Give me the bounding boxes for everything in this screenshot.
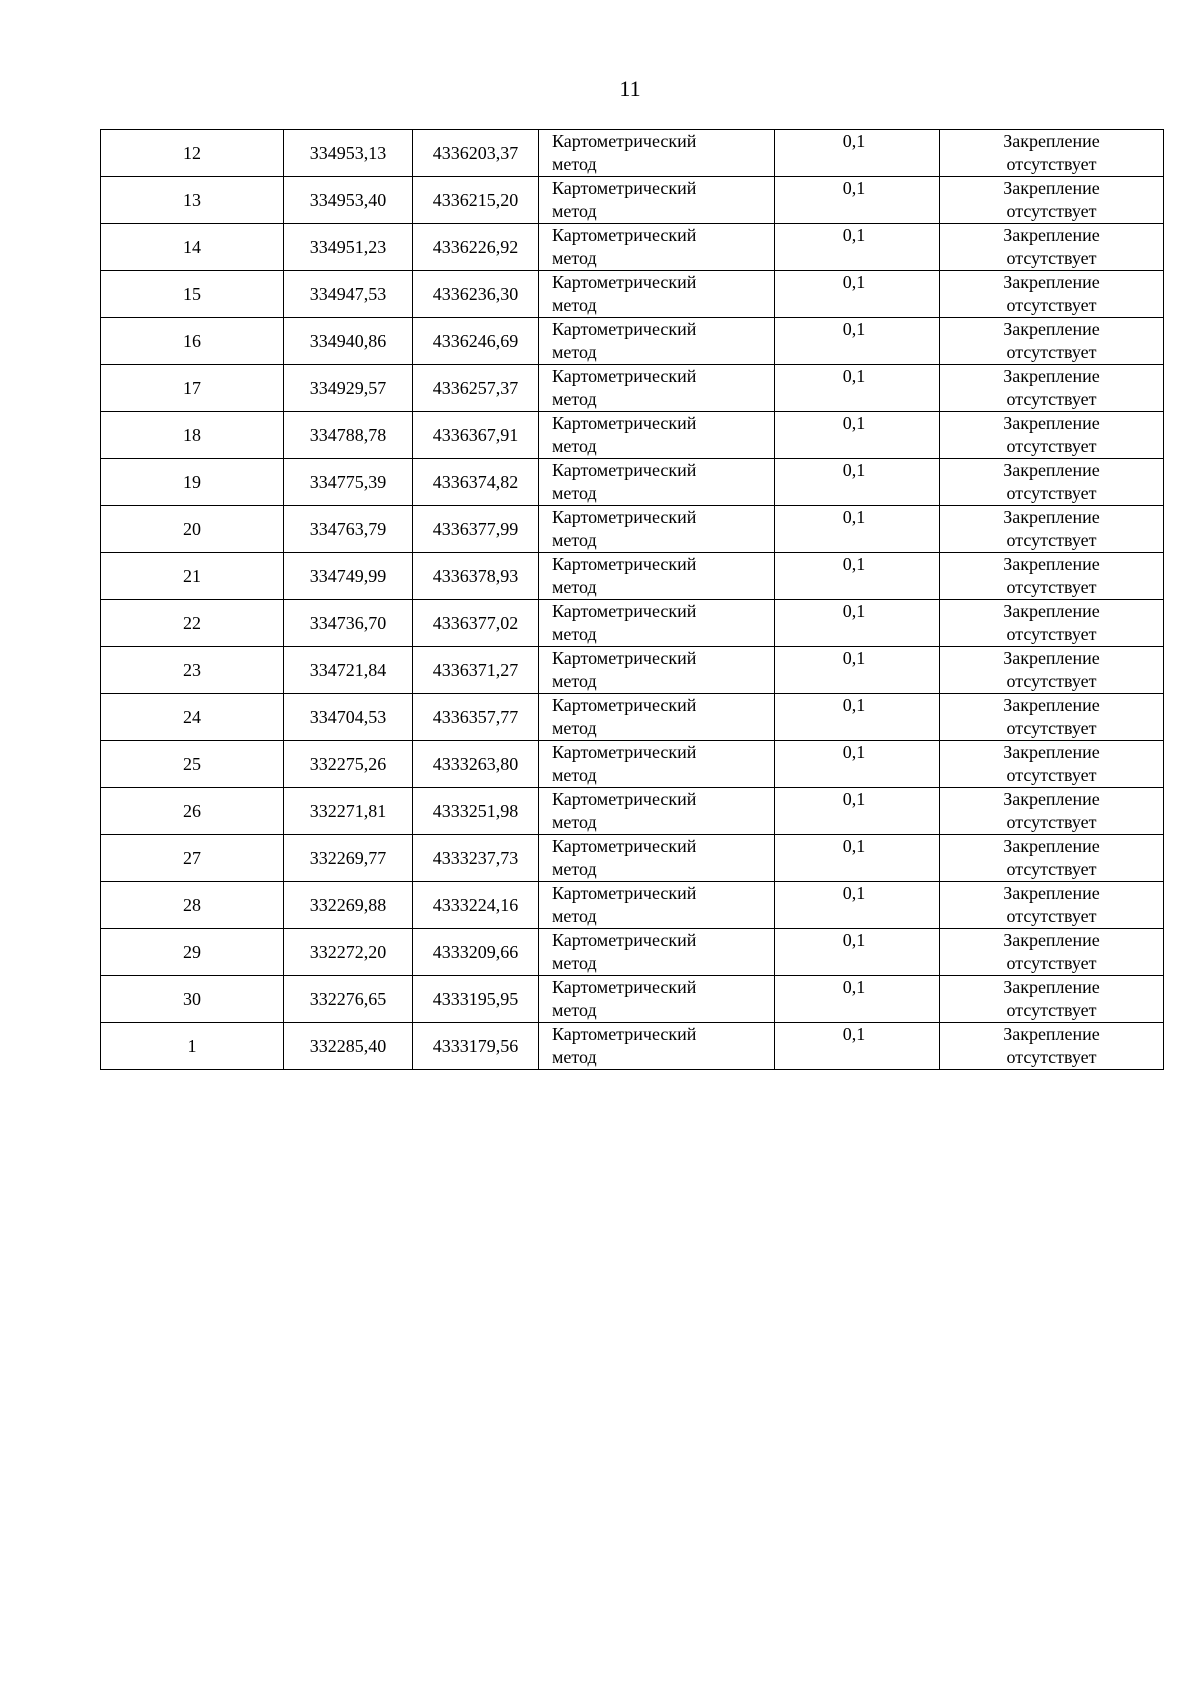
table-row — [101, 553, 1164, 600]
x-coordinate-cell: 332271,81 — [284, 788, 413, 835]
method-line-1: Картометрический — [552, 413, 697, 433]
fixing-cell — [940, 177, 1164, 224]
fixing-line-1: Закрепление — [1003, 601, 1100, 621]
fixing-line-2: отсутствует — [1006, 624, 1097, 644]
fixing-line-1: Закрепление — [1003, 648, 1100, 668]
method-cell — [539, 647, 775, 694]
fixing-line-1: Закрепление — [1003, 460, 1100, 480]
method-cell — [539, 271, 775, 318]
fixing-cell — [940, 318, 1164, 365]
point-number-cell: 18 — [101, 412, 284, 459]
point-number-cell: 14 — [101, 224, 284, 271]
point-number-cell: 21 — [101, 553, 284, 600]
table-row — [101, 600, 1164, 647]
method-cell — [539, 177, 775, 224]
fixing-line-2: отсутствует — [1006, 812, 1097, 832]
table-body — [101, 130, 1164, 1070]
table-row — [101, 365, 1164, 412]
fixing-line-2: отсутствует — [1006, 342, 1097, 362]
accuracy-cell: 0,1 — [775, 835, 940, 882]
page-number: 11 — [619, 76, 641, 101]
table-row — [101, 976, 1164, 1023]
y-coordinate-cell: 4336357,77 — [413, 694, 539, 741]
fixing-cell — [940, 600, 1164, 647]
fixing-line-1: Закрепление — [1003, 695, 1100, 715]
method-line-2: метод — [552, 859, 597, 879]
method-line-2: метод — [552, 389, 597, 409]
method-line-1: Картометрический — [552, 977, 697, 997]
method-line-1: Картометрический — [552, 648, 697, 668]
y-coordinate-cell: 4333251,98 — [413, 788, 539, 835]
table-row — [101, 459, 1164, 506]
fixing-cell — [940, 553, 1164, 600]
accuracy-cell: 0,1 — [775, 694, 940, 741]
fixing-cell — [940, 741, 1164, 788]
point-number-cell: 17 — [101, 365, 284, 412]
fixing-line-2: отсутствует — [1006, 483, 1097, 503]
accuracy-cell: 0,1 — [775, 506, 940, 553]
method-cell — [539, 224, 775, 271]
x-coordinate-cell: 334951,23 — [284, 224, 413, 271]
y-coordinate-cell: 4336246,69 — [413, 318, 539, 365]
accuracy-cell: 0,1 — [775, 130, 940, 177]
fixing-line-1: Закрепление — [1003, 789, 1100, 809]
method-line-2: метод — [552, 248, 597, 268]
table-row — [101, 130, 1164, 177]
x-coordinate-cell: 334947,53 — [284, 271, 413, 318]
y-coordinate-cell: 4333224,16 — [413, 882, 539, 929]
fixing-cell — [940, 459, 1164, 506]
accuracy-cell: 0,1 — [775, 365, 940, 412]
fixing-line-2: отсутствует — [1006, 154, 1097, 174]
accuracy-cell: 0,1 — [775, 412, 940, 459]
fixing-cell — [940, 412, 1164, 459]
method-line-2: метод — [552, 765, 597, 785]
method-line-1: Картометрический — [552, 366, 697, 386]
y-coordinate-cell: 4333237,73 — [413, 835, 539, 882]
fixing-line-1: Закрепление — [1003, 836, 1100, 856]
fixing-line-2: отсутствует — [1006, 295, 1097, 315]
method-cell — [539, 882, 775, 929]
accuracy-cell: 0,1 — [775, 741, 940, 788]
fixing-cell — [940, 788, 1164, 835]
fixing-cell — [940, 835, 1164, 882]
fixing-line-1: Закрепление — [1003, 272, 1100, 292]
x-coordinate-cell: 332276,65 — [284, 976, 413, 1023]
accuracy-cell: 0,1 — [775, 224, 940, 271]
method-line-2: метод — [552, 154, 597, 174]
method-line-2: метод — [552, 201, 597, 221]
fixing-line-1: Закрепление — [1003, 319, 1100, 339]
method-line-2: метод — [552, 295, 597, 315]
fixing-line-1: Закрепление — [1003, 883, 1100, 903]
method-line-1: Картометрический — [552, 178, 697, 198]
fixing-cell — [940, 130, 1164, 177]
fixing-cell — [940, 1023, 1164, 1070]
method-cell — [539, 1023, 775, 1070]
fixing-cell — [940, 647, 1164, 694]
point-number-cell: 27 — [101, 835, 284, 882]
y-coordinate-cell: 4336377,02 — [413, 600, 539, 647]
table-row — [101, 788, 1164, 835]
point-number-cell: 15 — [101, 271, 284, 318]
x-coordinate-cell: 332285,40 — [284, 1023, 413, 1070]
y-coordinate-cell: 4333263,80 — [413, 741, 539, 788]
y-coordinate-cell: 4333209,66 — [413, 929, 539, 976]
accuracy-cell: 0,1 — [775, 553, 940, 600]
method-line-1: Картометрический — [552, 789, 697, 809]
method-line-1: Картометрический — [552, 460, 697, 480]
method-cell — [539, 318, 775, 365]
method-cell — [539, 694, 775, 741]
table-row — [101, 1023, 1164, 1070]
point-number-cell: 25 — [101, 741, 284, 788]
x-coordinate-cell: 334940,86 — [284, 318, 413, 365]
fixing-line-2: отсутствует — [1006, 389, 1097, 409]
method-line-1: Картометрический — [552, 1024, 697, 1044]
point-number-cell: 24 — [101, 694, 284, 741]
point-number-cell: 29 — [101, 929, 284, 976]
method-cell — [539, 459, 775, 506]
fixing-line-2: отсутствует — [1006, 718, 1097, 738]
fixing-line-1: Закрепление — [1003, 366, 1100, 386]
method-line-2: метод — [552, 1000, 597, 1020]
method-line-2: метод — [552, 436, 597, 456]
coordinates-table — [100, 129, 1164, 1070]
point-number-cell: 26 — [101, 788, 284, 835]
x-coordinate-cell: 334953,40 — [284, 177, 413, 224]
fixing-line-1: Закрепление — [1003, 131, 1100, 151]
fixing-line-2: отсутствует — [1006, 953, 1097, 973]
fixing-line-1: Закрепление — [1003, 977, 1100, 997]
accuracy-cell: 0,1 — [775, 976, 940, 1023]
fixing-line-1: Закрепление — [1003, 178, 1100, 198]
y-coordinate-cell: 4336377,99 — [413, 506, 539, 553]
point-number-cell: 30 — [101, 976, 284, 1023]
method-line-2: метод — [552, 718, 597, 738]
point-number-cell: 28 — [101, 882, 284, 929]
method-cell — [539, 835, 775, 882]
y-coordinate-cell: 4333179,56 — [413, 1023, 539, 1070]
method-line-1: Картометрический — [552, 742, 697, 762]
x-coordinate-cell: 332272,20 — [284, 929, 413, 976]
fixing-line-2: отсутствует — [1006, 671, 1097, 691]
y-coordinate-cell: 4336378,93 — [413, 553, 539, 600]
method-line-2: метод — [552, 342, 597, 362]
method-cell — [539, 506, 775, 553]
x-coordinate-cell: 334763,79 — [284, 506, 413, 553]
method-line-1: Картометрический — [552, 507, 697, 527]
y-coordinate-cell: 4333195,95 — [413, 976, 539, 1023]
table-row — [101, 882, 1164, 929]
method-line-1: Картометрический — [552, 883, 697, 903]
fixing-line-2: отсутствует — [1006, 201, 1097, 221]
method-line-2: метод — [552, 812, 597, 832]
accuracy-cell: 0,1 — [775, 177, 940, 224]
point-number-cell: 12 — [101, 130, 284, 177]
fixing-line-2: отсутствует — [1006, 1000, 1097, 1020]
fixing-line-1: Закрепление — [1003, 507, 1100, 527]
method-cell — [539, 929, 775, 976]
fixing-cell — [940, 694, 1164, 741]
method-line-1: Картометрический — [552, 225, 697, 245]
fixing-cell — [940, 271, 1164, 318]
y-coordinate-cell: 4336226,92 — [413, 224, 539, 271]
fixing-line-2: отсутствует — [1006, 248, 1097, 268]
point-number-cell: 19 — [101, 459, 284, 506]
accuracy-cell: 0,1 — [775, 600, 940, 647]
method-line-1: Картометрический — [552, 319, 697, 339]
point-number-cell: 23 — [101, 647, 284, 694]
y-coordinate-cell: 4336367,91 — [413, 412, 539, 459]
accuracy-cell: 0,1 — [775, 788, 940, 835]
fixing-line-1: Закрепление — [1003, 742, 1100, 762]
table-row — [101, 412, 1164, 459]
x-coordinate-cell: 334788,78 — [284, 412, 413, 459]
method-line-2: метод — [552, 577, 597, 597]
method-line-2: метод — [552, 1047, 597, 1067]
accuracy-cell: 0,1 — [775, 1023, 940, 1070]
table-row — [101, 647, 1164, 694]
table-row — [101, 835, 1164, 882]
fixing-line-1: Закрепление — [1003, 225, 1100, 245]
method-cell — [539, 365, 775, 412]
method-line-2: метод — [552, 624, 597, 644]
x-coordinate-cell: 334721,84 — [284, 647, 413, 694]
point-number-cell: 1 — [101, 1023, 284, 1070]
accuracy-cell: 0,1 — [775, 882, 940, 929]
method-line-1: Картометрический — [552, 836, 697, 856]
fixing-cell — [940, 929, 1164, 976]
accuracy-cell: 0,1 — [775, 929, 940, 976]
x-coordinate-cell: 334736,70 — [284, 600, 413, 647]
x-coordinate-cell: 332269,88 — [284, 882, 413, 929]
method-line-2: метод — [552, 671, 597, 691]
method-line-1: Картометрический — [552, 695, 697, 715]
fixing-cell — [940, 506, 1164, 553]
fixing-line-2: отсутствует — [1006, 530, 1097, 550]
table-row — [101, 694, 1164, 741]
method-cell — [539, 741, 775, 788]
y-coordinate-cell: 4336371,27 — [413, 647, 539, 694]
accuracy-cell: 0,1 — [775, 318, 940, 365]
fixing-cell — [940, 882, 1164, 929]
table-row — [101, 929, 1164, 976]
point-number-cell: 16 — [101, 318, 284, 365]
fixing-cell — [940, 976, 1164, 1023]
method-cell — [539, 976, 775, 1023]
fixing-line-2: отсутствует — [1006, 436, 1097, 456]
y-coordinate-cell: 4336215,20 — [413, 177, 539, 224]
x-coordinate-cell: 334953,13 — [284, 130, 413, 177]
method-line-1: Картометрический — [552, 930, 697, 950]
x-coordinate-cell: 332275,26 — [284, 741, 413, 788]
x-coordinate-cell: 334929,57 — [284, 365, 413, 412]
method-cell — [539, 553, 775, 600]
point-number-cell: 13 — [101, 177, 284, 224]
fixing-line-1: Закрепление — [1003, 554, 1100, 574]
method-cell — [539, 412, 775, 459]
table-row — [101, 224, 1164, 271]
fixing-line-2: отсутствует — [1006, 765, 1097, 785]
fixing-cell — [940, 365, 1164, 412]
method-cell — [539, 600, 775, 647]
fixing-line-2: отсутствует — [1006, 577, 1097, 597]
y-coordinate-cell: 4336203,37 — [413, 130, 539, 177]
method-line-2: метод — [552, 530, 597, 550]
accuracy-cell: 0,1 — [775, 459, 940, 506]
fixing-cell — [940, 224, 1164, 271]
method-line-2: метод — [552, 953, 597, 973]
x-coordinate-cell: 332269,77 — [284, 835, 413, 882]
table-row — [101, 318, 1164, 365]
table-row — [101, 271, 1164, 318]
fixing-line-2: отсутствует — [1006, 859, 1097, 879]
fixing-line-1: Закрепление — [1003, 930, 1100, 950]
accuracy-cell: 0,1 — [775, 647, 940, 694]
method-line-2: метод — [552, 906, 597, 926]
point-number-cell: 22 — [101, 600, 284, 647]
method-line-1: Картометрический — [552, 554, 697, 574]
method-line-1: Картометрический — [552, 272, 697, 292]
table-row — [101, 506, 1164, 553]
table-row — [101, 177, 1164, 224]
x-coordinate-cell: 334775,39 — [284, 459, 413, 506]
method-line-1: Картометрический — [552, 601, 697, 621]
fixing-line-1: Закрепление — [1003, 413, 1100, 433]
method-cell — [539, 788, 775, 835]
fixing-line-2: отсутствует — [1006, 1047, 1097, 1067]
x-coordinate-cell: 334704,53 — [284, 694, 413, 741]
x-coordinate-cell: 334749,99 — [284, 553, 413, 600]
point-number-cell: 20 — [101, 506, 284, 553]
y-coordinate-cell: 4336374,82 — [413, 459, 539, 506]
y-coordinate-cell: 4336257,37 — [413, 365, 539, 412]
method-line-2: метод — [552, 483, 597, 503]
method-line-1: Картометрический — [552, 131, 697, 151]
method-cell — [539, 130, 775, 177]
fixing-line-1: Закрепление — [1003, 1024, 1100, 1044]
accuracy-cell: 0,1 — [775, 271, 940, 318]
y-coordinate-cell: 4336236,30 — [413, 271, 539, 318]
table-row — [101, 741, 1164, 788]
fixing-line-2: отсутствует — [1006, 906, 1097, 926]
